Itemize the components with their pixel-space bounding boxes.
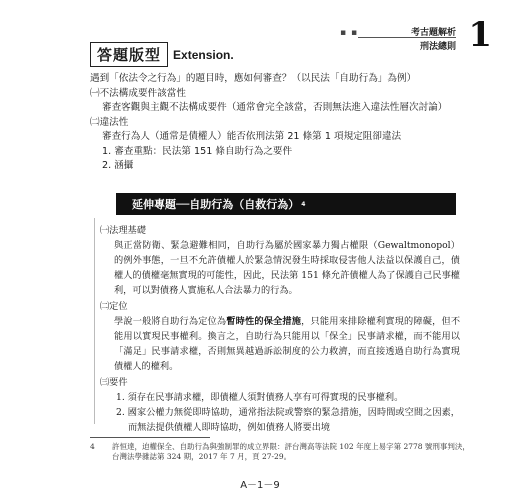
header-subtitle: 考古題解析: [410, 28, 456, 38]
topic-s2-text-a: 學說一般將自助行為定位為: [114, 316, 227, 327]
topic-requirement-2: 2. 國家公權力無從即時協助，通常指法院或警察的緊急措施，因時間或空間之因素，而無法提供債權人即時協助，例如債務人將要出境: [116, 407, 460, 433]
topic-banner: [116, 193, 456, 215]
footnote-number: 4: [90, 442, 95, 451]
topic-requirement-1: 1. 須存在民事請求權，即債權人須對債務人享有可得實現的民事權利。: [116, 392, 404, 403]
topic-s2-emphasis: 暫時性的保全措施: [226, 316, 302, 327]
footnote-text: 許恒達，迫權保全、自助行為與強制罪的成立界限：評台灣高等法院 102 年度上易字第 2778 號刑事判決，台灣法學雜誌第 324 期，2017 年 7 月，頁 27-29。: [112, 442, 470, 461]
template-item1-title: ㈠不法構成要件該當性: [90, 87, 186, 99]
topic-title: 延伸專題──自助行為（自救行為）: [132, 198, 300, 211]
template-item1-text: 審查客觀與主觀不法構成要件（通常會完全該當，否則無法進入違法性層次討論）: [102, 102, 448, 113]
template-item2-text: 審查行為人（通常是債權人）能否依刑法第 21 條第 1 項規定阻卻違法: [102, 131, 402, 142]
running-header: [340, 15, 500, 56]
footnote-rule: [90, 437, 210, 438]
template-point1: 1. 審查重點：民法第 151 條自助行為之要件: [102, 145, 293, 157]
topic-s2-title: ㈡定位: [100, 301, 128, 312]
chapter-number: 1: [468, 15, 492, 55]
page-number: A－1－9: [240, 480, 280, 491]
topic-s2-text: [100, 314, 460, 374]
template-question: 遇到「依法令之行為」的題目時，應如何審查？（以民法「自助行為」為例）: [90, 73, 417, 84]
section-tag: [90, 42, 234, 67]
header-book-title: 刑法總則: [419, 42, 456, 52]
section-tag-en: Extension.: [173, 47, 234, 62]
footnote: [90, 442, 470, 462]
topic-side-rule: [94, 218, 95, 424]
template-point2: 2. 涵攝: [102, 160, 134, 171]
topic-s3-title: ㈢要件: [100, 377, 128, 388]
section-tag-label: 答題版型: [90, 42, 168, 67]
topic-body: [100, 222, 460, 435]
template-item2-title: ㈡違法性: [90, 116, 129, 128]
footnote-ref[interactable]: 4: [301, 200, 306, 208]
header-dots: ▪ ▪: [340, 28, 359, 38]
topic-s1-title: ㈠法理基礎: [100, 225, 146, 236]
answer-template: [90, 72, 480, 174]
topic-s2-text-b: ，只能用來排除權利實現的障礙，但不能用以實現民事權利。換言之，自助行為只能用以「保全」民事請求權，而不能用以「滿足」民事請求權，否則無異越過訴訟制度的公力救濟，而直接透過自助行為實現債權人的權利。: [114, 316, 461, 372]
topic-s1-text: 與正當防衛、緊急避難相同，自助行為屬於國家暴力獨占權限（Gewaltmonopol）的例外事態，一旦不允許債權人於緊急情況發生時採取侵害他人法益以保護自己，債權人的債權毫無實現的可能性，因此，民法第 151 條允許債權人為了保護自己民事權利，可以對債務人實施私人合法暴力的行為。: [114, 240, 460, 296]
